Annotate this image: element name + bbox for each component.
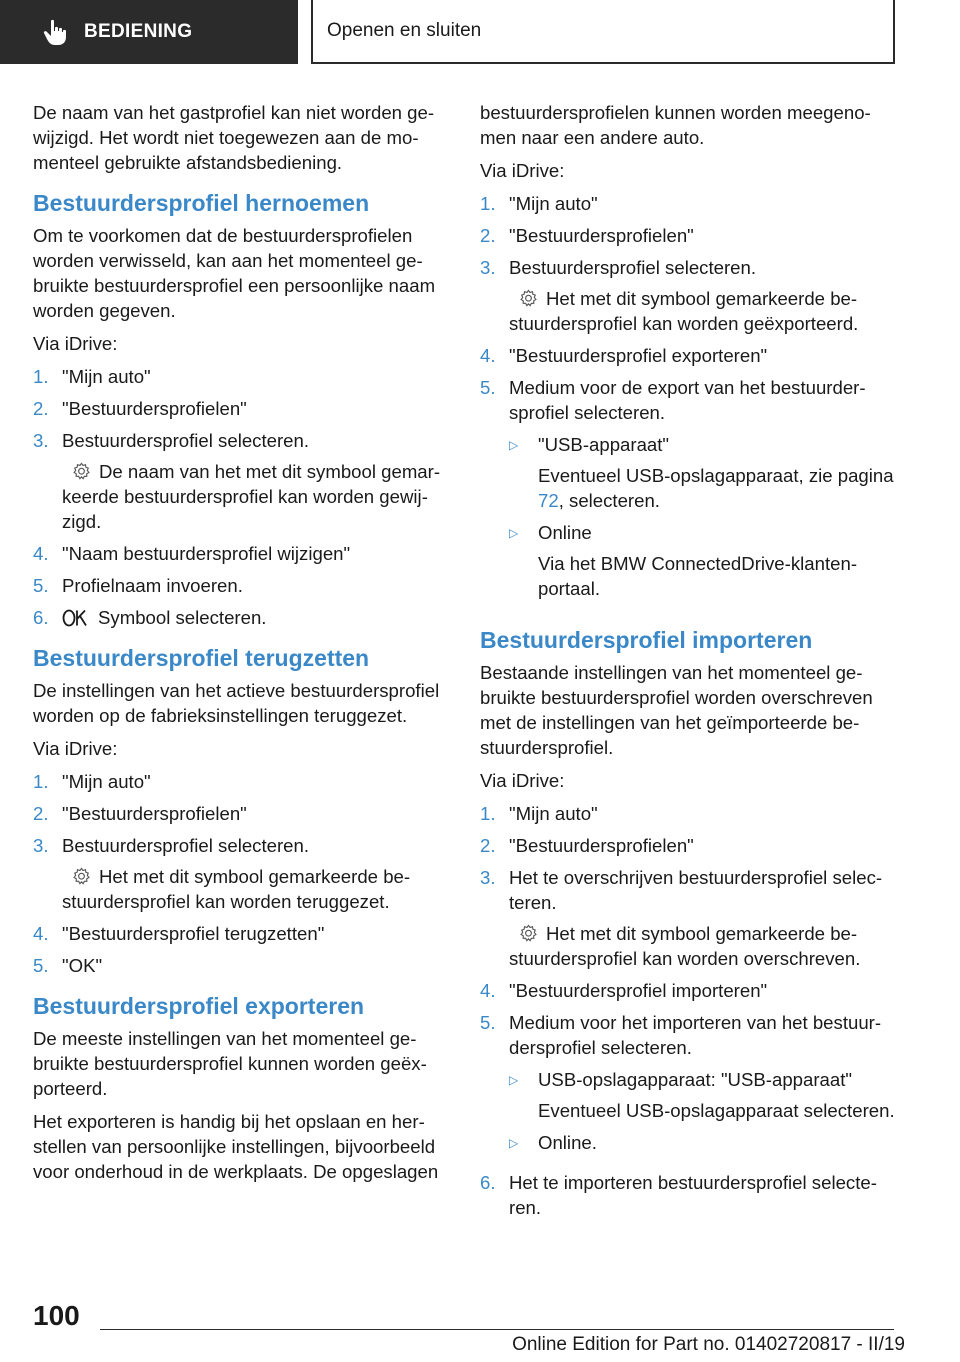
bullet-body [538,1067,895,1123]
ok-icon [62,608,88,626]
step-note [509,286,895,336]
step-note [509,921,895,971]
list-item [33,605,448,630]
step-text: "Bestuurdersprofielen" [62,803,247,824]
step-text: "Mijn auto" [62,366,151,387]
step-number: 5. [480,377,496,398]
chapter-label: Openen en sluiten [327,20,482,41]
list-item [509,520,895,601]
step-number: 3. [33,430,49,451]
list-item [480,343,895,368]
step-body [62,833,448,914]
triangle-bullet-icon: ▷ [509,1136,519,1150]
step-number: 2. [480,225,496,246]
step-text: Bestuurdersprofiel selecteren. [509,257,757,278]
step-number: 3. [33,835,49,856]
list-item [33,921,448,946]
list-item [480,1170,895,1220]
list-item [33,769,448,794]
sub-text: , selecteren. [558,490,660,511]
page-footer [0,1290,960,1362]
page-header [0,0,960,66]
reset-via: Via iDrive: [33,738,118,759]
import-heading: Bestuurdersprofiel importeren [480,627,813,653]
triangle-bullet-icon: ▷ [509,526,519,540]
step-number: 1. [480,193,496,214]
step-text: "Naam bestuurdersprofiel wijzigen" [62,543,351,564]
gear-icon [72,462,91,481]
list-item [480,191,895,216]
reset-heading: Bestuurdersprofiel terugzetten [33,645,370,671]
step-number: 1. [480,803,496,824]
step-text: "Bestuurdersprofielen" [509,835,694,856]
step-number: 3. [480,257,496,278]
list-item [509,432,895,513]
list-item [480,255,895,336]
step-number: 1. [33,366,49,387]
bullet-text: USB-opslagapparaat: "USB-apparaat" [538,1069,852,1090]
step-note [62,459,448,534]
step-number: 2. [33,803,49,824]
step-text: Symbool selecteren. [98,607,267,628]
step-number: 5. [33,575,49,596]
list-item [33,573,448,598]
step-text: "Bestuurdersprofiel exporteren" [509,345,768,366]
hand-pointer-icon [40,17,70,47]
triangle-bullet-icon: ▷ [509,438,519,452]
step-body [62,605,448,630]
note-text: Het met dit symbool gemarkeerde bestuurdersprofiel kan worden teruggezet. [62,866,411,912]
bullet-sub: Via het BMW ConnectedDrive-klantenportaal. [538,553,858,599]
step-text: "Bestuurdersprofiel terugzetten" [62,923,325,944]
step-text: Het te importeren bestuurdersprofiel selecteren. [509,1172,877,1218]
step-number: 1. [33,771,49,792]
gear-icon [519,924,538,943]
gear-icon [519,289,538,308]
step-text: Het te overschrijven bestuurdersprofiel selecteren. [509,867,883,913]
step-text: Medium voor het importeren van het bestuurdersprofiel selecteren. [509,1012,882,1058]
export-media-options [509,432,895,601]
export-via: Via iDrive: [480,160,565,181]
gear-icon [72,867,91,886]
step-text: "Mijn auto" [509,803,598,824]
note-text: Het met dit symbool gemarkeerde bestuurdersprofiel kan worden overschreven. [509,923,861,969]
page-number: 100 [33,1300,80,1331]
export-heading: Bestuurdersprofiel exporteren [33,993,365,1019]
step-number: 6. [480,1172,496,1193]
import-steps [480,801,895,1220]
bullet-text: Online [538,522,592,543]
intro-paragraph: De naam van het gastprofiel kan niet worden gewijzigd. Het wordt niet toegewezen aan de momenteel gebruikte afstandsbediening. [33,102,435,173]
import-via: Via iDrive: [480,770,565,791]
import-media-options [509,1067,895,1156]
bullet-text: "USB-apparaat" [538,434,670,455]
chapter-tab [311,0,895,64]
step-number: 4. [480,980,496,1001]
step-number: 4. [33,923,49,944]
list-item [33,953,448,978]
step-number: 2. [33,398,49,419]
step-text: "OK" [62,955,103,976]
step-text: Bestuurdersprofiel selecteren. [62,430,310,451]
list-item [480,865,895,971]
bullet-body [538,520,895,601]
bullet-text: Online. [538,1132,597,1153]
list-item [509,1130,895,1156]
step-number: 3. [480,867,496,888]
rename-via: Via iDrive: [33,333,118,354]
page-link[interactable]: 72 [538,490,559,511]
export-paragraph-2: Het exporteren is handig bij het opslaan en herstellen van persoonlijke instellingen, bijvoorbeeld voor onderhoud in de werkplaats. De opgeslagen [33,1111,439,1182]
export-paragraph-1: De meeste instellingen van het momenteel gebruikte bestuurdersprofiel kunnen worden geëxporteerd. [33,1028,427,1099]
step-body [509,1010,895,1163]
import-paragraph: Bestaande instellingen van het momenteel gebruikte bestuurdersprofiel worden overschreven met de instellingen van het geïmporteerde bestuurdersprofiel. [480,662,873,758]
step-number: 4. [33,543,49,564]
rename-heading: Bestuurdersprofiel hernoemen [33,190,370,216]
list-item [33,364,448,389]
list-item [480,978,895,1003]
step-number: 5. [480,1012,496,1033]
left-column [33,100,448,1192]
note-text: De naam van het met dit symbool gemarkeerde bestuurdersprofiel kan worden gewijzigd. [62,461,441,532]
step-body [509,255,895,336]
step-number: 4. [480,345,496,366]
export-steps [480,191,895,608]
list-item [480,375,895,608]
right-column [480,100,895,1228]
step-text: Medium voor de export van het bestuurdersprofiel selecteren. [509,377,866,423]
edition-text: Online Edition for Part no. 01402720817 - II/19 [512,1334,905,1355]
step-note [62,864,448,914]
bullet-body [538,432,895,513]
list-item [480,223,895,248]
export-continued: bestuurdersprofielen kunnen worden meegenomen naar een andere auto. [480,102,871,148]
list-item [480,801,895,826]
rename-steps [33,364,448,630]
note-text: Het met dit symbool gemarkeerde bestuurdersprofiel kan worden geëxporteerd. [509,288,859,334]
step-number: 6. [33,607,49,628]
step-body [62,428,448,534]
section-label: BEDIENING [84,21,193,42]
list-item [480,833,895,858]
step-text: "Bestuurdersprofielen" [509,225,694,246]
step-text: "Mijn auto" [509,193,598,214]
reset-steps [33,769,448,978]
bullet-sub [538,463,895,513]
rename-paragraph: Om te voorkomen dat de bestuurdersprofielen worden verwisseld, kan aan het momenteel gebruikte bestuurdersprofiel een persoonlijke naam worden gegeven. [33,225,436,321]
list-item [480,1010,895,1163]
triangle-bullet-icon: ▷ [509,1073,519,1087]
reset-paragraph: De instellingen van het actieve bestuurdersprofiel worden op de fabrieksinstellingen teruggezet. [33,680,440,726]
step-number: 2. [480,835,496,856]
sub-text: Eventueel USB-opslagapparaat, zie pagina [538,465,894,486]
step-number: 5. [33,955,49,976]
step-text: "Bestuurdersprofielen" [62,398,247,419]
list-item [33,541,448,566]
bullet-sub: Eventueel USB-opslagapparaat selecteren. [538,1100,895,1121]
list-item [33,801,448,826]
step-body [509,865,895,971]
step-text: "Mijn auto" [62,771,151,792]
step-text: Bestuurdersprofiel selecteren. [62,835,310,856]
footer-divider [100,1329,894,1330]
section-tab [0,0,298,64]
list-item [33,428,448,534]
list-item [33,833,448,914]
step-text: "Bestuurdersprofiel importeren" [509,980,768,1001]
step-text: Profielnaam invoeren. [62,575,243,596]
step-body [509,375,895,608]
list-item [509,1067,895,1123]
list-item [33,396,448,421]
